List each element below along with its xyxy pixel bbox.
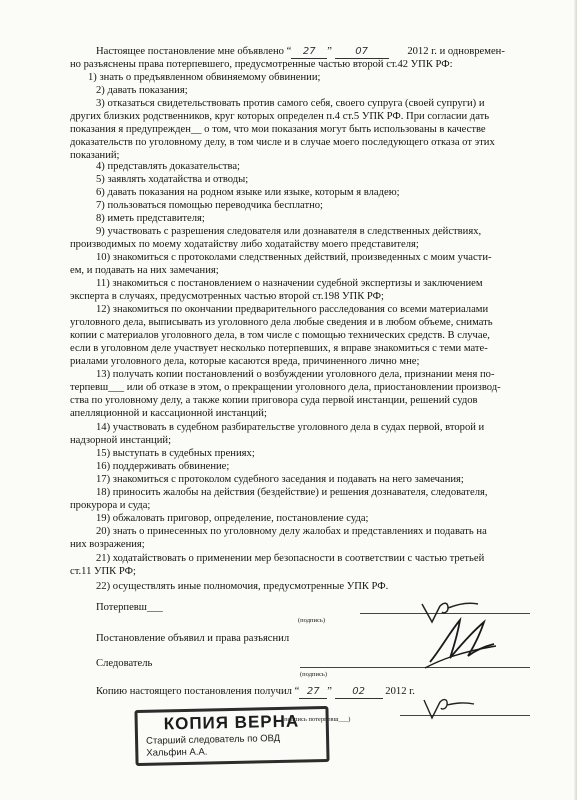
body-line: прокурора и суда; [70,500,151,511]
body-line: показаний; [70,150,120,161]
body-line: 4) представлять доказательства; [96,161,240,172]
body-line: 6) давать показания на родном языке или языке, которым я владею; [96,187,400,198]
body-line: эксперта в случаях, предусмотренных частью второй ст.198 УПК РФ; [70,291,384,302]
body-line: 18) приносить жалобы на действия (бездействие) и решения дознавателя, следователя, [96,487,488,498]
body-line: ства по уголовному делу, а также копии приговора суда первой инстанции, решений судов [70,395,478,406]
header-intro: Настоящее постановление мне объявлено “ [96,46,292,57]
body-line: доказательств по уголовному делу, в том числе и в случае моего последующего отказа от этих [70,137,495,148]
body-line: ст.11 УПК РФ; [70,566,136,577]
body-line: 21) ходатайствовать о применении мер безопасности в соответствии с частью третьей [96,553,485,564]
copy-received-line: Копию настоящего постановления получил “ 27 ” 02 2012 г. [96,686,415,697]
body-line: 1) знать о предъявленном обвиняемому обвинении; [88,72,321,83]
body-line: 20) знать о принесенных по уголовному делу жалобах и представлениях и подавать на [96,526,487,537]
copy-signature-icon [420,696,480,724]
body-line: копии с материалов уголовного дела, в том числе с помощью технических средств. В случае, [70,330,490,341]
header-year: 2012 г. и одновремен- [407,46,505,57]
body-line: 7) пользоваться помощью переводчика бесплатно; [96,200,323,211]
body-line: надзорной инстанций; [70,435,172,446]
body-line: показания я предупрежден__ о том, что мои показания могут быть использованы в качестве [70,124,486,135]
body-line: 22) осуществлять иные полномочия, предусмотренные УПК РФ. [96,581,389,592]
body-line: ем, и подавать на них замечания; [70,265,219,276]
copy-date-month: 02 [335,685,383,699]
copy-date-day: 27 [299,685,327,699]
body-line: если в уголовном деле участвует несколько потерпевших, я вправе знакомиться с теми мате- [70,343,488,354]
header-line-2: но разъяснены права потерпевшего, предусмотренные частью второй ст.42 УПК РФ: [70,59,453,70]
body-line: 13) получать копии постановлений о возбуждении уголовного дела, признании меня по- [96,369,495,380]
body-line: 9) участвовать с разрешения следователя или дознавателя в следственных действиях, [96,226,482,237]
body-line: 16) поддерживать обвинение; [96,461,230,472]
body-line: 8) иметь представителя; [96,213,205,224]
body-line: производимых по моему ходатайству либо ходатайству моего представителя; [70,239,419,250]
body-line: 17) знакомиться с протоколом судебного заседания и подавать на него замечания; [96,474,464,485]
victim-label: Потерпевш___ [96,602,163,613]
body-line: 3) отказаться свидетельствовать против самого себя, своего супруга (своей супруги) и [96,98,485,109]
body-line: 14) участвовать в судебном разбирательстве уголовного дела в судах первой, второй и [96,422,485,433]
body-line: них возражения; [70,539,145,550]
sign-hint-3: (подпись потерпевш___) [282,716,351,723]
body-line: 12) знакомиться по окончании предварительного расследования со всеми материалами [96,304,489,315]
stamp-position: Старший следователь по ОВД [145,732,281,747]
sign-hint-2: (подпись) [300,671,327,678]
body-line: уголовного дела, выписывать из уголовного дела любые сведения и в любом объеме, снимать [70,317,493,328]
copy-certified-stamp [134,706,329,766]
investigator-signature-icon [420,612,500,677]
body-line: 19) обжаловать приговор, определение, постановление суда; [96,513,369,524]
date-month: 07 [335,45,389,59]
copy-date-year: 2012 г. [385,686,415,697]
stamp-name: Хальфин А.А. [146,746,208,759]
announced-label: Постановление объявил и права разъяснил [96,633,290,644]
body-line: терпевш___ или об отказе в этом, о прекращении уголовного дела, приостановлении производ- [70,382,501,393]
body-line: апелляционной и кассационной инстанций; [70,408,267,419]
investigator-label: Следователь [96,658,153,669]
copy-received-label: Копию настоящего постановления получил [96,686,292,697]
body-line: риалами уголовного дела, которые касаются вреда, причиненного лично мне; [70,356,420,367]
body-line: других близких родственников, круг которых определен п.4 ст.5 УПК РФ. При согласии дать [70,111,490,122]
stamp-title: КОПИЯ ВЕРНА [163,711,300,734]
body-line: 10) знакомиться с протоколами следственных действий, произведенных с моим участи- [96,252,492,263]
body-line: 15) выступать в судебных прениях; [96,448,255,459]
date-quote: ” [327,46,332,57]
header-line-1 [96,45,505,59]
body-line: 2) давать показания; [96,85,188,96]
date-day: 27 [291,45,327,59]
body-line: 11) знакомиться с постановлением о назначении судебной экспертизы и заключением [96,278,483,289]
body-line: 5) заявлять ходатайства и отводы; [96,174,249,185]
sign-hint-1: (подпись) [298,617,325,624]
